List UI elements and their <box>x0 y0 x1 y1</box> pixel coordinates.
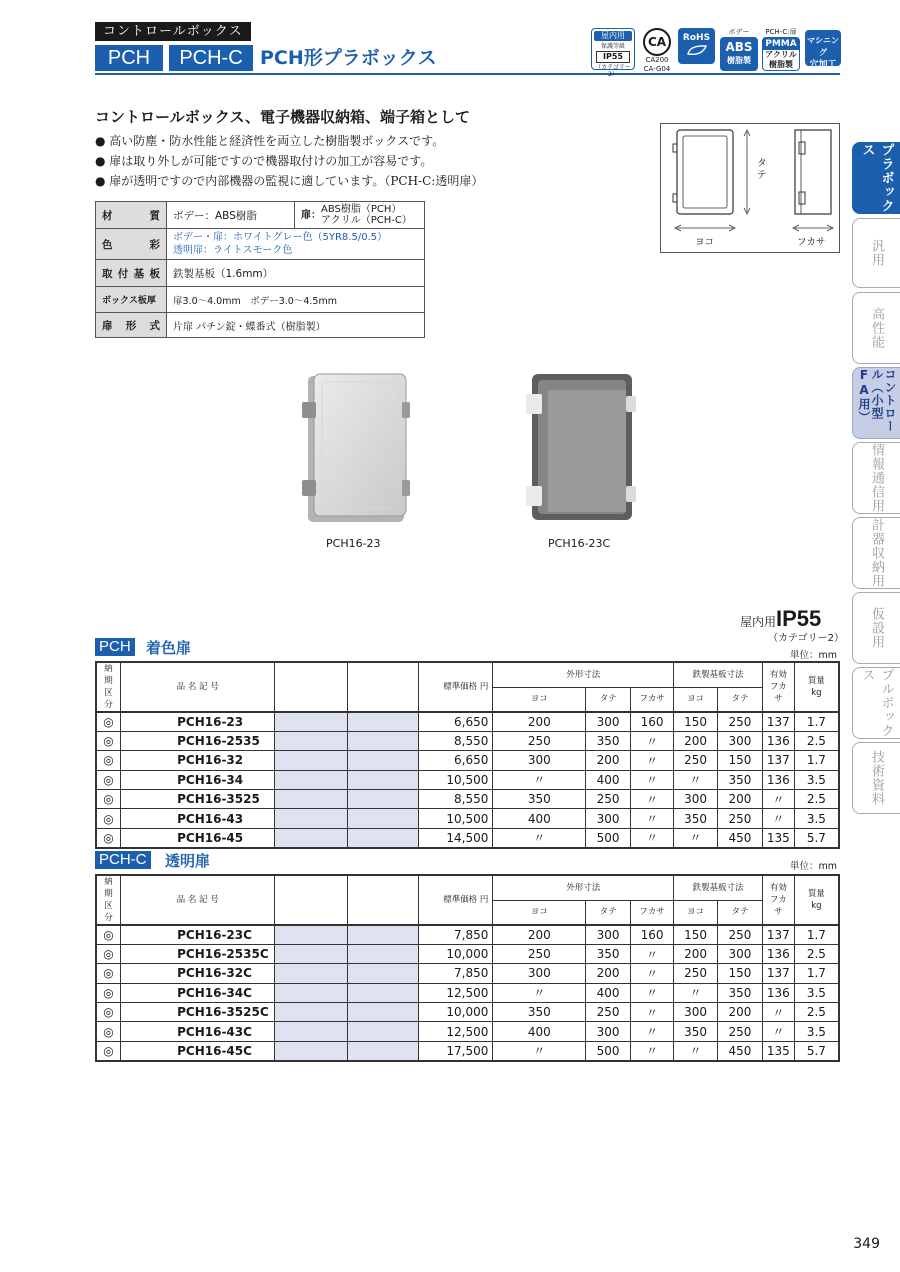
col-header-yoko: ヨコ <box>674 687 718 712</box>
cell-outer-fukasa: 〃 <box>631 828 674 847</box>
table-row <box>96 712 839 731</box>
col-header-tate: タテ <box>586 687 631 712</box>
cell-mass: 1.7 <box>794 751 839 770</box>
ip-badge-code: IP55 <box>596 51 630 63</box>
col-header-kubun: 納期 区分 <box>96 875 121 925</box>
cell-plate-yoko: 150 <box>674 712 718 731</box>
cell-blank <box>275 925 348 944</box>
cell-mass: 2.5 <box>794 1003 839 1022</box>
cell-plate-tate: 150 <box>718 751 763 770</box>
cell-blank <box>347 1003 419 1022</box>
cell-kubun: ◎ <box>96 1022 121 1041</box>
cell-mass: 3.5 <box>794 983 839 1002</box>
cell-blank <box>347 925 419 944</box>
abs-badge-top: ボデー <box>728 28 750 36</box>
spec-label-material: 材 質 <box>96 202 167 229</box>
col-header-name: 品 名 記 号 <box>121 875 275 925</box>
cell-blank <box>275 1003 348 1022</box>
cell-model: PCH16-23 <box>121 712 275 731</box>
spec-material-door <box>295 202 425 229</box>
cell-outer-tate: 500 <box>586 828 631 847</box>
cell-plate-yoko: 300 <box>674 1003 718 1022</box>
cell-model: PCH16-43 <box>121 809 275 828</box>
cell-eff-depth: 136 <box>762 944 794 963</box>
cell-blank <box>347 712 419 731</box>
cell-price: 6,650 <box>419 751 493 770</box>
cell-eff-depth: 137 <box>762 964 794 983</box>
col-header-mass: 質量 kg <box>794 662 839 712</box>
cell-blank <box>275 809 348 828</box>
pmma-badge-l1: アクリル <box>765 50 797 59</box>
cell-outer-yoko: 300 <box>493 751 586 770</box>
cell-mass: 3.5 <box>794 809 839 828</box>
table-row <box>96 770 839 789</box>
cell-price: 12,500 <box>419 983 493 1002</box>
cell-model: PCH16-3525 <box>121 790 275 809</box>
cell-plate-yoko: 〃 <box>674 1041 718 1060</box>
cell-outer-fukasa: 〃 <box>631 809 674 828</box>
col-header-price: 標準価格 円 <box>419 875 493 925</box>
cell-blank <box>275 964 348 983</box>
cell-plate-tate: 450 <box>718 1041 763 1060</box>
col-header-fukasa: フカサ <box>631 687 674 712</box>
side-tab-high-performance[interactable]: 高性能 <box>852 292 900 364</box>
cell-outer-fukasa: 〃 <box>631 1003 674 1022</box>
cell-outer-fukasa: 160 <box>631 712 674 731</box>
spec-thickness: 扉3.0～4.0mm ボデー3.0～4.5mm <box>167 287 425 313</box>
cell-mass: 3.5 <box>794 1022 839 1041</box>
cell-outer-tate: 200 <box>586 964 631 983</box>
cell-eff-depth: 135 <box>762 1041 794 1060</box>
feature-text: 扉が透明ですので内部機器の監視に適しています。（PCH-C:透明扉） <box>109 174 484 188</box>
ca-line2: CA-G04 <box>643 65 671 73</box>
pmma-badge-main: PMMA <box>763 38 799 50</box>
cell-mass: 2.5 <box>794 790 839 809</box>
cell-price: 10,500 <box>419 770 493 789</box>
cell-blank <box>347 944 419 963</box>
cell-outer-fukasa: 〃 <box>631 1041 674 1060</box>
spec-door-2: アクリル（PCH-C） <box>321 215 412 226</box>
cell-outer-yoko: 〃 <box>493 770 586 789</box>
table-row <box>96 1041 839 1060</box>
cell-outer-yoko: 350 <box>493 1003 586 1022</box>
col-header-yoko: ヨコ <box>493 900 586 925</box>
cell-kubun: ◎ <box>96 944 121 963</box>
spec-door-type: 片扉 パチン錠・蝶番式（樹脂製） <box>167 313 425 338</box>
col-header-outer: 外形寸法 <box>493 662 674 687</box>
cell-eff-depth: 〃 <box>762 809 794 828</box>
cell-plate-tate: 350 <box>718 983 763 1002</box>
cell-outer-tate: 400 <box>586 983 631 1002</box>
unit-label-pch-c: 単位：mm <box>790 861 838 872</box>
cell-model: PCH16-43C <box>121 1022 275 1041</box>
box-outline-drawing <box>661 124 839 252</box>
cell-blank <box>347 809 419 828</box>
diagram-label-yoko: ヨコ <box>695 237 715 248</box>
spec-color-2: 透明扉：ライトスモーク色 <box>173 245 293 256</box>
table-row <box>96 809 839 828</box>
cell-outer-tate: 500 <box>586 1041 631 1060</box>
cell-blank <box>347 731 419 750</box>
cell-model: PCH16-34C <box>121 983 275 1002</box>
cell-eff-depth: 137 <box>762 751 794 770</box>
col-header-tate: タテ <box>718 687 763 712</box>
section-tag-pch: PCH <box>95 638 135 656</box>
col-header-kubun: 納期 区分 <box>96 662 121 712</box>
ca-badge <box>640 28 674 74</box>
cell-kubun: ◎ <box>96 751 121 770</box>
cell-plate-tate: 300 <box>718 731 763 750</box>
cell-kubun: ◎ <box>96 809 121 828</box>
cell-model: PCH16-2535C <box>121 944 275 963</box>
side-tab-telecom[interactable]: 情報通信用 <box>852 442 900 514</box>
cell-outer-tate: 300 <box>586 712 631 731</box>
cell-outer-fukasa: 160 <box>631 925 674 944</box>
cell-plate-yoko: 350 <box>674 1022 718 1041</box>
col-header-yoko: ヨコ <box>674 900 718 925</box>
cell-blank <box>347 1041 419 1060</box>
table-row <box>96 964 839 983</box>
series-tag-pch: PCH <box>95 45 163 71</box>
cell-mass: 1.7 <box>794 712 839 731</box>
cell-kubun: ◎ <box>96 770 121 789</box>
cell-kubun: ◎ <box>96 964 121 983</box>
cell-outer-fukasa: 〃 <box>631 1022 674 1041</box>
cell-plate-tate: 200 <box>718 1003 763 1022</box>
cell-outer-yoko: 350 <box>493 790 586 809</box>
cell-kubun: ◎ <box>96 1041 121 1060</box>
cell-price: 14,500 <box>419 828 493 847</box>
cell-model: PCH16-3525C <box>121 1003 275 1022</box>
cell-outer-yoko: 250 <box>493 731 586 750</box>
cell-outer-tate: 200 <box>586 751 631 770</box>
col-header-fukasa: フカサ <box>631 900 674 925</box>
machining-l1: マシニング <box>807 36 839 57</box>
cell-eff-depth: 〃 <box>762 1022 794 1041</box>
abs-badge <box>720 28 758 71</box>
diagram-label-tate: タテ <box>757 158 767 181</box>
cell-plate-yoko: 〃 <box>674 828 718 847</box>
cell-outer-fukasa: 〃 <box>631 944 674 963</box>
cell-mass: 3.5 <box>794 770 839 789</box>
cell-outer-yoko: 300 <box>493 964 586 983</box>
pmma-badge <box>762 28 800 71</box>
cell-plate-yoko: 150 <box>674 925 718 944</box>
cell-outer-fukasa: 〃 <box>631 751 674 770</box>
cell-blank <box>275 828 348 847</box>
header-row-top <box>96 875 839 900</box>
cell-model: PCH16-23C <box>121 925 275 944</box>
section-heading: コントロールボックス、電子機器収納箱、端子箱として <box>95 108 471 126</box>
cell-model: PCH16-45 <box>121 828 275 847</box>
cell-outer-tate: 250 <box>586 1003 631 1022</box>
col-header-eff: 有効 フカサ <box>762 662 794 712</box>
cell-plate-tate: 250 <box>718 925 763 944</box>
cell-price: 17,500 <box>419 1041 493 1060</box>
cell-blank <box>275 770 348 789</box>
page-title: PCH形プラボックス <box>260 47 437 69</box>
ca-line1: CA200 <box>645 56 669 64</box>
cell-outer-tate: 400 <box>586 770 631 789</box>
col-header-outer: 外形寸法 <box>493 875 674 900</box>
cell-plate-tate: 250 <box>718 809 763 828</box>
col-header-plate: 鉄製基板寸法 <box>674 875 763 900</box>
cell-blank <box>347 983 419 1002</box>
cell-eff-depth: 137 <box>762 925 794 944</box>
pmma-badge-l2: 樹脂製 <box>769 60 793 69</box>
cell-outer-tate: 350 <box>586 944 631 963</box>
cell-plate-tate: 250 <box>718 712 763 731</box>
ip-badge-mid: 保護等級 <box>600 43 625 50</box>
cell-outer-yoko: 400 <box>493 1022 586 1041</box>
cell-mass: 5.7 <box>794 1041 839 1060</box>
machining-badge <box>805 30 841 70</box>
diagram-label-fukasa: フカサ <box>797 237 826 248</box>
col-header-tate: タテ <box>718 900 763 925</box>
table-row <box>96 1003 839 1022</box>
cell-outer-fukasa: 〃 <box>631 964 674 983</box>
cell-eff-depth: 136 <box>762 731 794 750</box>
cell-outer-tate: 350 <box>586 731 631 750</box>
cell-kubun: ◎ <box>96 790 121 809</box>
product-photo-pch16-23c <box>522 372 640 526</box>
ca-mark: CA <box>643 28 671 56</box>
product-table-pch <box>95 661 840 849</box>
cell-plate-tate: 300 <box>718 944 763 963</box>
col-header-plate: 鉄製基板寸法 <box>674 662 763 687</box>
spec-plate: 鉄製基板（1.6mm） <box>167 260 425 287</box>
table-row <box>96 751 839 770</box>
cell-blank <box>275 944 348 963</box>
cell-kubun: ◎ <box>96 731 121 750</box>
blank-header <box>347 662 419 712</box>
cell-mass: 1.7 <box>794 925 839 944</box>
cell-eff-depth: 135 <box>762 828 794 847</box>
cell-outer-fukasa: 〃 <box>631 790 674 809</box>
cell-eff-depth: 〃 <box>762 1003 794 1022</box>
cell-plate-tate: 200 <box>718 790 763 809</box>
cell-mass: 5.7 <box>794 828 839 847</box>
col-header-tate: タテ <box>586 900 631 925</box>
spec-label-color: 色 彩 <box>96 229 167 260</box>
feature-text: 高い防塵・防水性能と経済性を両立した樹脂製ボックスです。 <box>109 134 445 148</box>
side-tab-technical[interactable]: 技術資料 <box>852 742 900 814</box>
cell-plate-yoko: 300 <box>674 790 718 809</box>
cell-blank <box>275 983 348 1002</box>
rating-ip: IP55 <box>776 606 822 631</box>
col-header-yoko: ヨコ <box>493 687 586 712</box>
cell-price: 7,850 <box>419 925 493 944</box>
feature-text: 扉は取り外しが可能ですので機器取付けの加工が容易です。 <box>109 154 433 168</box>
cell-outer-yoko: 400 <box>493 809 586 828</box>
blank-header <box>275 875 348 925</box>
cell-blank <box>275 731 348 750</box>
table-row <box>96 944 839 963</box>
cell-model: PCH16-2535 <box>121 731 275 750</box>
table-header <box>96 662 839 712</box>
cell-price: 6,650 <box>419 712 493 731</box>
section-name-pch: 着色扉 <box>146 639 192 657</box>
cell-plate-yoko: 250 <box>674 964 718 983</box>
cell-model: PCH16-32C <box>121 964 275 983</box>
cell-blank <box>275 712 348 731</box>
spec-door-1: ABS樹脂（PCH） <box>321 204 402 215</box>
dimension-diagram <box>660 123 840 253</box>
cell-kubun: ◎ <box>96 712 121 731</box>
side-tab-instrument[interactable]: 計器収納用 <box>852 517 900 589</box>
cell-kubun: ◎ <box>96 1003 121 1022</box>
cell-plate-yoko: 〃 <box>674 983 718 1002</box>
cell-blank <box>347 828 419 847</box>
spec-color-1: ボデー・扉：ホワイトグレー色（5YR8.5/0.5） <box>173 232 388 243</box>
cell-blank <box>275 1022 348 1041</box>
blank-header <box>347 875 419 925</box>
cell-outer-yoko: 200 <box>493 712 586 731</box>
cell-price: 8,550 <box>419 790 493 809</box>
cell-outer-tate: 250 <box>586 790 631 809</box>
abs-badge-sub: 樹脂製 <box>727 56 751 65</box>
series-tag-pch-c: PCH-C <box>169 45 253 71</box>
cell-price: 7,850 <box>419 964 493 983</box>
side-tab-pullbox[interactable]: プルボックス <box>852 667 900 739</box>
side-tab-control[interactable]: コントロール（小型FA用） <box>852 367 900 439</box>
photo-caption-2: PCH16-23C <box>548 537 611 550</box>
cell-outer-tate: 300 <box>586 809 631 828</box>
cell-kubun: ◎ <box>96 828 121 847</box>
category-label: コントロールボックス <box>95 22 251 41</box>
rating-category: （カテゴリー2） <box>768 633 844 644</box>
cell-price: 10,000 <box>419 1003 493 1022</box>
cell-plate-tate: 150 <box>718 964 763 983</box>
machining-l2: 穴加工 <box>809 60 837 70</box>
header-row-top <box>96 662 839 687</box>
ip-rating-badge <box>591 28 635 78</box>
cell-outer-fukasa: 〃 <box>631 731 674 750</box>
cell-outer-yoko: 200 <box>493 925 586 944</box>
rohs-label: RoHS <box>682 33 711 43</box>
cell-plate-yoko: 350 <box>674 809 718 828</box>
spec-table <box>95 201 425 338</box>
cell-outer-yoko: 250 <box>493 944 586 963</box>
table-row <box>96 983 839 1002</box>
cell-outer-yoko: 〃 <box>493 983 586 1002</box>
rating-prefix: 屋内用 <box>740 615 777 629</box>
cell-model: PCH16-34 <box>121 770 275 789</box>
unit-label-pch: 単位：mm <box>790 650 838 661</box>
cell-mass: 1.7 <box>794 964 839 983</box>
cell-outer-fukasa: 〃 <box>631 770 674 789</box>
product-photo-pch16-23 <box>296 372 412 526</box>
cell-price: 10,000 <box>419 944 493 963</box>
table-row <box>96 828 839 847</box>
feature-item: ● 扉は取り外しが可能ですので機器取付けの加工が容易です。 <box>95 154 433 168</box>
cell-eff-depth: 〃 <box>762 790 794 809</box>
leaf-icon <box>686 44 708 56</box>
table-row <box>96 790 839 809</box>
ip-badge-top: 屋内用 <box>594 31 632 41</box>
cell-model: PCH16-32 <box>121 751 275 770</box>
cell-outer-fukasa: 〃 <box>631 983 674 1002</box>
cell-kubun: ◎ <box>96 925 121 944</box>
cell-blank <box>347 964 419 983</box>
side-tab-plabox[interactable]: プラボックス <box>852 142 900 214</box>
side-tab-temporary[interactable]: 仮設用 <box>852 592 900 664</box>
cell-plate-tate: 350 <box>718 770 763 789</box>
cell-blank <box>275 1041 348 1060</box>
cell-outer-yoko: 〃 <box>493 828 586 847</box>
cell-price: 12,500 <box>419 1022 493 1041</box>
photo-caption-1: PCH16-23 <box>326 537 381 550</box>
product-table-pch-c <box>95 874 840 1062</box>
feature-item: ● 扉が透明ですので内部機器の監視に適しています。（PCH-C:透明扉） <box>95 174 484 188</box>
page-number: 349 <box>853 1236 880 1252</box>
cell-blank <box>275 790 348 809</box>
cell-blank <box>347 770 419 789</box>
cell-outer-tate: 300 <box>586 925 631 944</box>
cell-plate-yoko: 200 <box>674 944 718 963</box>
cell-mass: 2.5 <box>794 731 839 750</box>
cell-plate-tate: 250 <box>718 1022 763 1041</box>
section-tag-pch-c: PCH-C <box>95 851 151 869</box>
blank-header <box>275 662 348 712</box>
cell-eff-depth: 137 <box>762 712 794 731</box>
spec-material-body: ボデー：ABS樹脂 <box>167 202 295 229</box>
col-header-mass: 質量 kg <box>794 875 839 925</box>
cell-plate-yoko: 〃 <box>674 770 718 789</box>
col-header-name: 品 名 記 号 <box>121 662 275 712</box>
table-row <box>96 731 839 750</box>
cell-mass: 2.5 <box>794 944 839 963</box>
feature-item: ● 高い防塵・防水性能と経済性を両立した樹脂製ボックスです。 <box>95 134 445 148</box>
table-row <box>96 1022 839 1041</box>
cell-plate-tate: 450 <box>718 828 763 847</box>
cell-blank <box>275 751 348 770</box>
spec-label-thickness: ボックス板厚 <box>96 287 167 313</box>
spec-label-plate: 取付基板 <box>96 260 167 287</box>
side-tab-general[interactable]: 汎用 <box>852 218 900 288</box>
title-rule <box>95 73 840 75</box>
table-header <box>96 875 839 925</box>
abs-badge-main: ABS <box>725 40 753 54</box>
cell-kubun: ◎ <box>96 983 121 1002</box>
cell-outer-yoko: 〃 <box>493 1041 586 1060</box>
cell-plate-yoko: 250 <box>674 751 718 770</box>
spec-label-door-type: 扉形式 <box>96 313 167 338</box>
col-header-eff: 有効 フカサ <box>762 875 794 925</box>
cell-blank <box>347 790 419 809</box>
table-row <box>96 925 839 944</box>
cell-plate-yoko: 200 <box>674 731 718 750</box>
cell-model: PCH16-45C <box>121 1041 275 1060</box>
cell-blank <box>347 1022 419 1041</box>
cell-eff-depth: 136 <box>762 983 794 1002</box>
rohs-badge <box>678 28 715 64</box>
ip-badge-note: （カテゴリー2） <box>595 64 631 78</box>
cell-blank <box>347 751 419 770</box>
col-header-price: 標準価格 円 <box>419 662 493 712</box>
cell-outer-tate: 300 <box>586 1022 631 1041</box>
pmma-badge-top: PCH-C:扉 <box>765 28 797 36</box>
cell-price: 8,550 <box>419 731 493 750</box>
cell-price: 10,500 <box>419 809 493 828</box>
section-name-pch-c: 透明扉 <box>165 852 211 870</box>
cell-eff-depth: 136 <box>762 770 794 789</box>
spec-door-label: 扉： <box>301 210 321 221</box>
